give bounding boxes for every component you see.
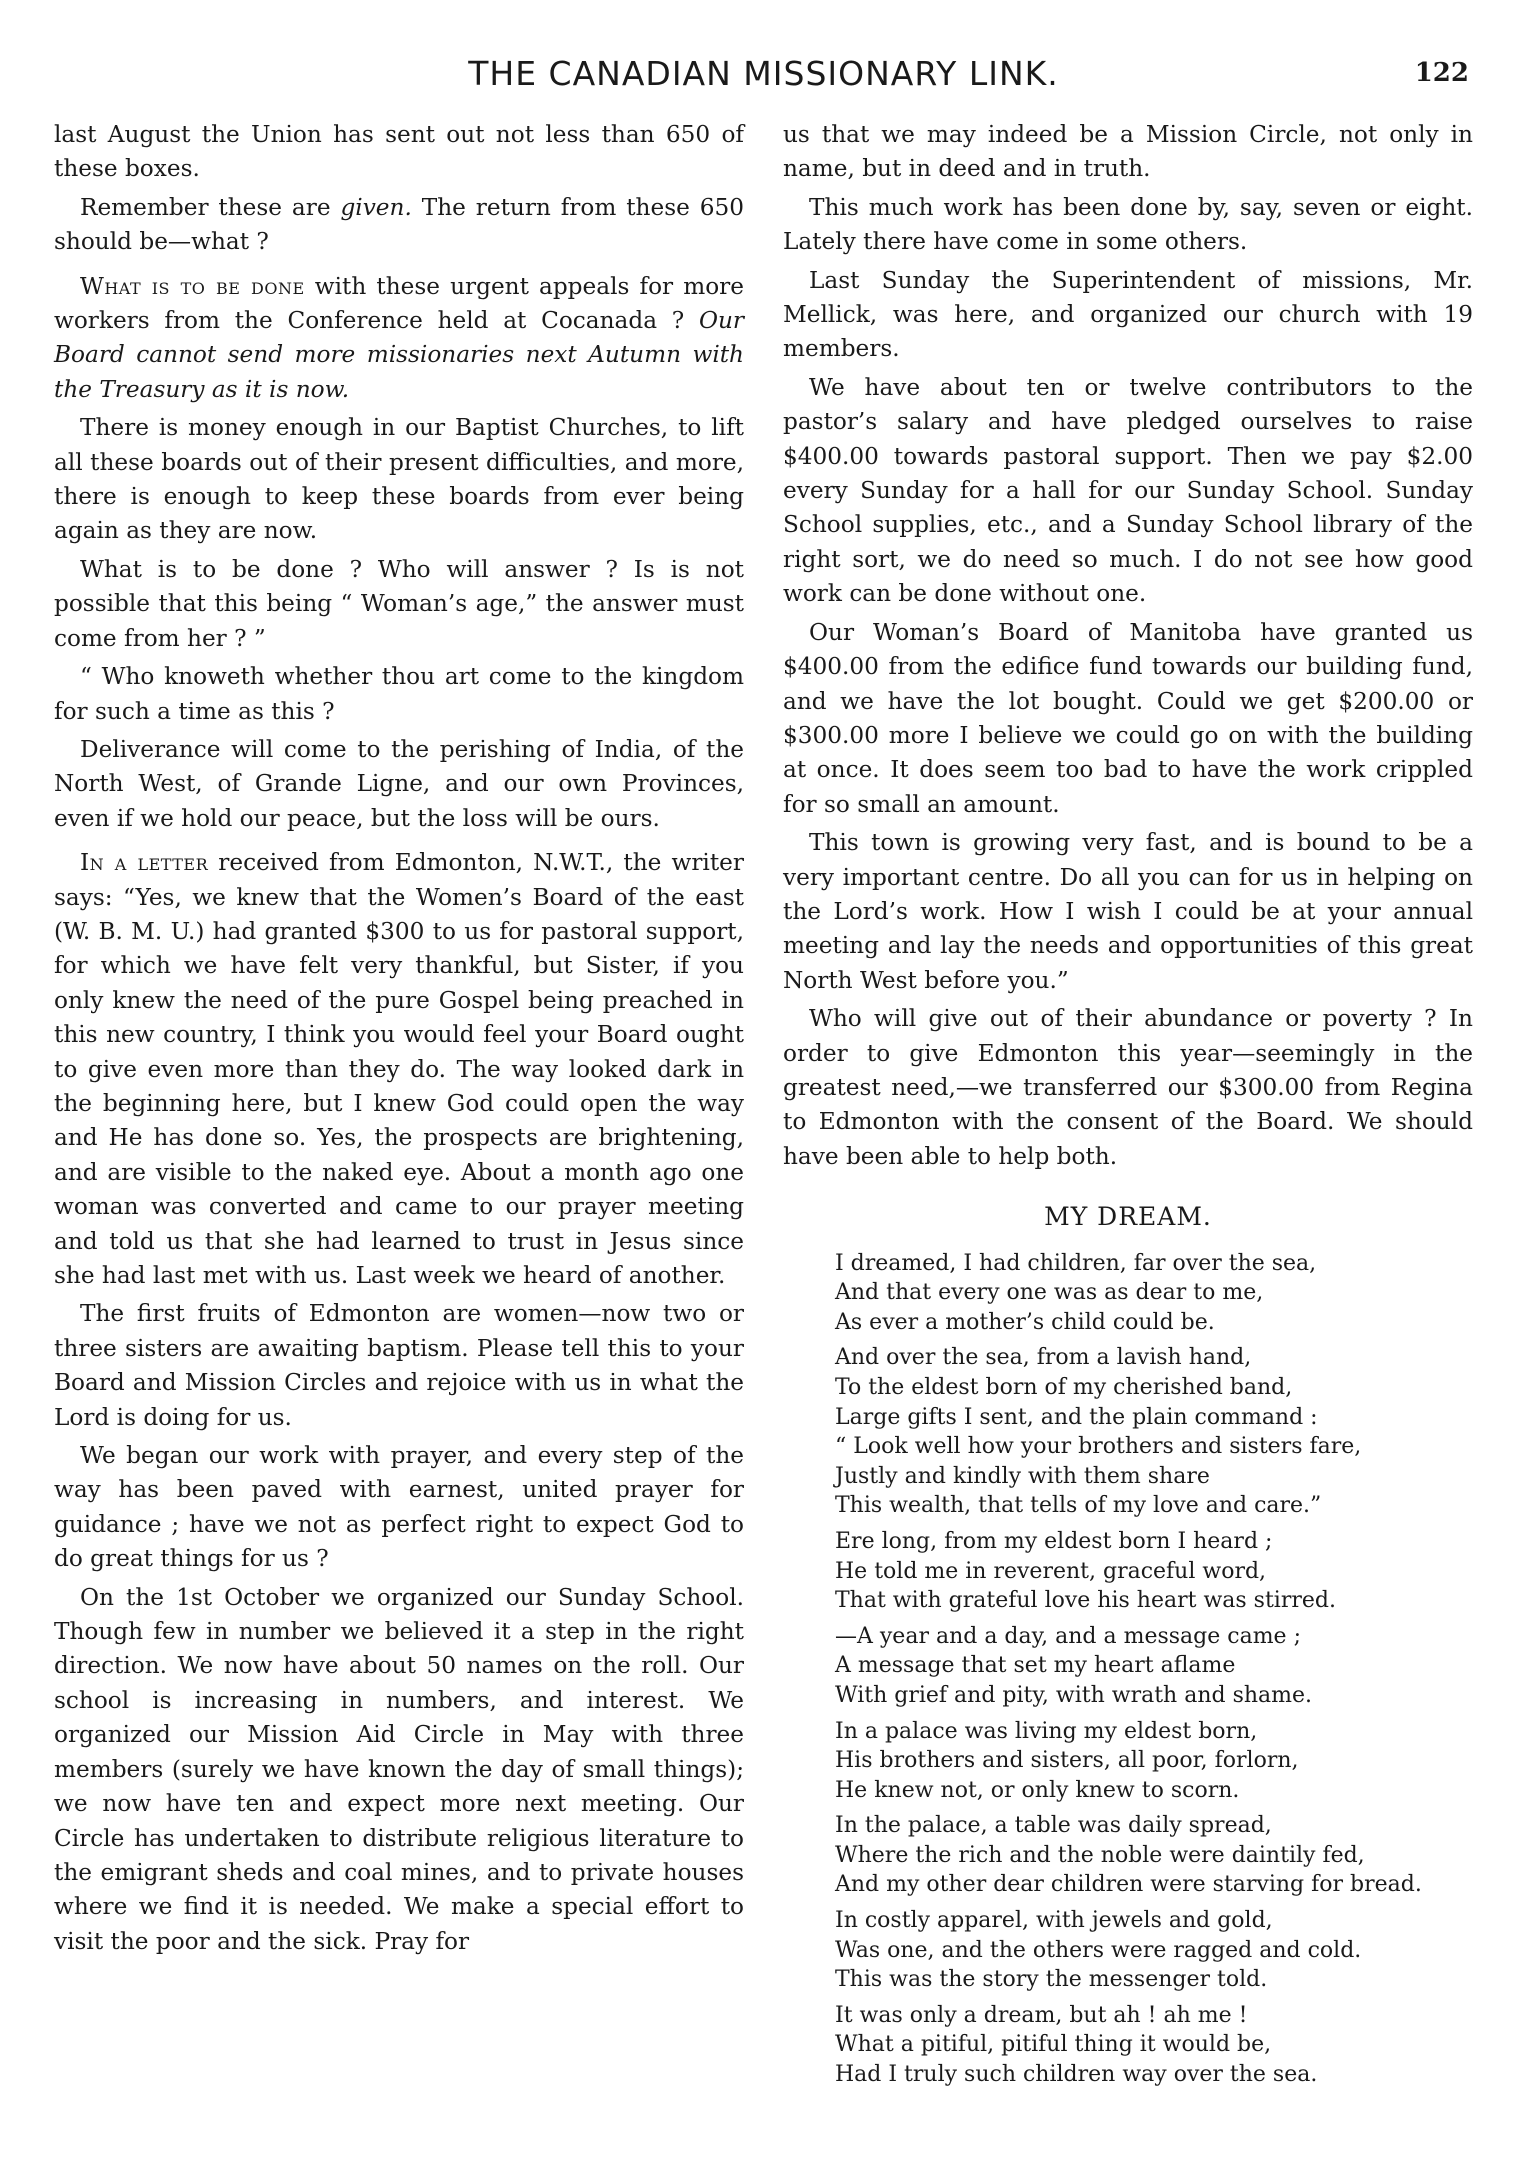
- poem-line: Where the rich and the noble were daintily fed,: [835, 1842, 1365, 1868]
- paragraph: Last Sunday the Superintendent of missions, Mr. Mellick, was here, and organized our church with 19 members.: [783, 266, 1473, 363]
- paragraph: Our Woman’s Board of Manitoba have granted us $400.00 from the edifice fund towards our building fund, and we have the lot bought. Could we get $200.00 or $300.00 more I believe we could go on with the building at once. It does seem too bad to have the work crippled for so small an amount.: [783, 618, 1473, 818]
- poem-line: Large gifts I sent, and the plain command :: [835, 1404, 1318, 1430]
- poem-line: I dreamed, I had children, far over the sea,: [835, 1250, 1317, 1276]
- poem-line: “ Look well how your brothers and sisters fare,: [835, 1434, 1362, 1460]
- paragraph: [54, 270, 744, 408]
- poem-line: —A year and a day, and a message came ;: [835, 1623, 1301, 1649]
- section-lead: In a letter: [80, 849, 209, 877]
- poem: [783, 1249, 1473, 2090]
- text-run: received from Edmonton, N.W.T., the writer says: “Yes, we knew that the Women’s Board of the east (W. B. M. U.) had granted $300 to us for pastoral support, for which we have felt very thankful, but Sister, if you only knew the need of the pure Gospel being preached in this new country, I think you would feel your Board ought to give even more than they do. The way looked dark in the beginning here, but I knew God could open the way and He has done so. Yes, the prospects are brightening, and are visible to the naked eye. About a month ago one woman was converted and came to our prayer meeting and told us that she had learned to trust in Jesus since she had last met with us. Last week we heard of another.: [54, 849, 744, 1289]
- poem-stanza: [835, 1343, 1473, 1521]
- poem-stanza: [835, 1622, 1473, 1711]
- page-number: 122: [1414, 58, 1469, 88]
- poem-line: And that every one was as dear to me,: [835, 1280, 1264, 1306]
- poem-line: And my other dear children were starving for bread.: [835, 1872, 1422, 1898]
- right-column: [783, 118, 1473, 2096]
- paragraph: We began our work with prayer, and every step of the way has been paved with earnest, united prayer for guidance ; have we not as perfect right to expect God to do great things for us ?: [54, 1442, 744, 1573]
- poem-line: Had I truly such children way over the sea.: [835, 2062, 1318, 2088]
- poem-line: And over the sea, from a lavish hand,: [835, 1345, 1252, 1371]
- poem-line: In the palace, a table was daily spread,: [835, 1813, 1272, 1839]
- paragraph: What is to be done ? Who will answer ? Is is not possible that this being “ Woman’s age,” the answer must come from her ? ”: [54, 555, 744, 652]
- section-lead: What is to be done: [80, 272, 305, 300]
- poem-line: His brothers and sisters, all poor, forlorn,: [835, 1748, 1299, 1774]
- poem-stanza: [835, 1717, 1473, 1806]
- paragraph: This town is growing very fast, and is bound to be a very important centre. Do all you can for us in helping on the Lord’s work. How I wish I could be at your annual meeting and lay the needs and opportunities of this great North West before you.”: [783, 829, 1473, 994]
- emphasis: Our Board cannot send more missionaries next Autumn with the Treasury as it is now.: [54, 307, 744, 403]
- poem-stanza: [835, 1527, 1473, 1616]
- poem-stanza: [835, 1906, 1473, 1995]
- paragraph: us that we may indeed be a Mission Circle, not only in name, but in deed and in truth.: [783, 121, 1473, 183]
- poem-line: As ever a mother’s child could be.: [835, 1309, 1215, 1335]
- emphasis: given.: [340, 193, 412, 221]
- poem-line: He knew not, or only knew to scorn.: [835, 1777, 1240, 1803]
- poem-line: A message that set my heart aflame: [835, 1653, 1236, 1679]
- paragraph: On the 1st October we organized our Sunday School. Though few in number we believed it a step in the right direction. We now have about 50 names on the roll. Our school is increasing in numbers, and interest. We organized our Mission Aid Circle in May with three members (surely we have known the day of small things); we now have ten and expect more next meeting. Our Circle has undertaken to distribute religious literature to the emigrant sheds and coal mines, and to private houses where we find it is needed. We make a special effort to visit the poor and the sick. Pray for: [54, 1583, 744, 1955]
- poem-title: MY DREAM.: [1044, 1202, 1212, 1232]
- poem-line: That with grateful love his heart was stirred.: [835, 1588, 1336, 1614]
- poem-line: Was one, and the others were ragged and cold.: [835, 1937, 1362, 1963]
- poem-line: In costly apparel, with jewels and gold,: [835, 1908, 1273, 1934]
- poem-line: This was the story the messenger told.: [835, 1967, 1268, 1993]
- text-run: Remember these are: [80, 193, 341, 221]
- page-header: [50, 48, 1477, 98]
- paragraph: There is money enough in our Baptist Churches, to lift all these boards out of their present difficulties, and more, there is enough to keep these boards from ever being again as they are now.: [54, 414, 744, 545]
- poem-stanza: [835, 1249, 1473, 1338]
- publication-title: THE CANADIAN MISSIONARY LINK.: [468, 54, 1059, 93]
- poem-line: It was only a dream, but ah ! ah me !: [835, 2002, 1248, 2028]
- paragraph: Who will give out of their abundance or poverty ? In order to give Edmonton this year—seemingly in the greatest need,—we transferred our $300.00 from Regina to Edmonton with the consent of the Board. We should have been able to help both.: [783, 1005, 1473, 1170]
- text-run: The return from these 650 should be—what ?: [54, 193, 744, 256]
- paragraph: [54, 191, 744, 260]
- poem-line: With grief and pity, with wrath and shame.: [835, 1682, 1313, 1708]
- poem-stanza: [835, 1811, 1473, 1900]
- paragraph: Deliverance will come to the perishing of India, of the North West, of Grande Ligne, and our own Provinces, even if we hold our peace, but the loss will be ours.: [54, 735, 744, 832]
- poem-stanza: [835, 2001, 1473, 2090]
- poem-line: What a pitiful, pitiful thing it would be,: [835, 2032, 1272, 2058]
- text-run: with these urgent appeals for more workers from the Conference held at Cocanada ?: [54, 272, 744, 335]
- paragraph: We have about ten or twelve contributors to the pastor’s salary and have pledged ourselves to raise $400.00 towards pastoral support. Then we pay $2.00 every Sunday for a hall for our Sunday School. Sunday School supplies, etc., and a Sunday School library of the right sort, we do need so much. I do not see how good work can be done without one.: [783, 373, 1473, 608]
- paragraph: [54, 846, 744, 1293]
- paragraph: “ Who knoweth whether thou art come to the kingdom for such a time as this ?: [54, 663, 744, 725]
- left-column: [54, 118, 744, 1963]
- poem-line: Ere long, from my eldest born I heard ;: [835, 1528, 1273, 1554]
- poem-line: To the eldest born of my cherished band,: [835, 1374, 1293, 1400]
- poem-line: This wealth, that tells of my love and care.”: [835, 1493, 1322, 1519]
- paragraph: This much work has been done by, say, seven or eight. Lately there have come in some others.: [783, 193, 1473, 256]
- poem-line: In a palace was living my eldest born,: [835, 1718, 1258, 1744]
- paragraph: last August the Union has sent out not less than 650 of these boxes.: [54, 121, 744, 183]
- paragraph: The first fruits of Edmonton are women—now two or three sisters are awaiting baptism. Please tell this to your Board and Mission Circles and rejoice with us in what the Lord is doing for us.: [54, 1300, 744, 1431]
- poem-line: He told me in reverent, graceful word,: [835, 1558, 1267, 1584]
- poem-line: Justly and kindly with them share: [835, 1463, 1210, 1489]
